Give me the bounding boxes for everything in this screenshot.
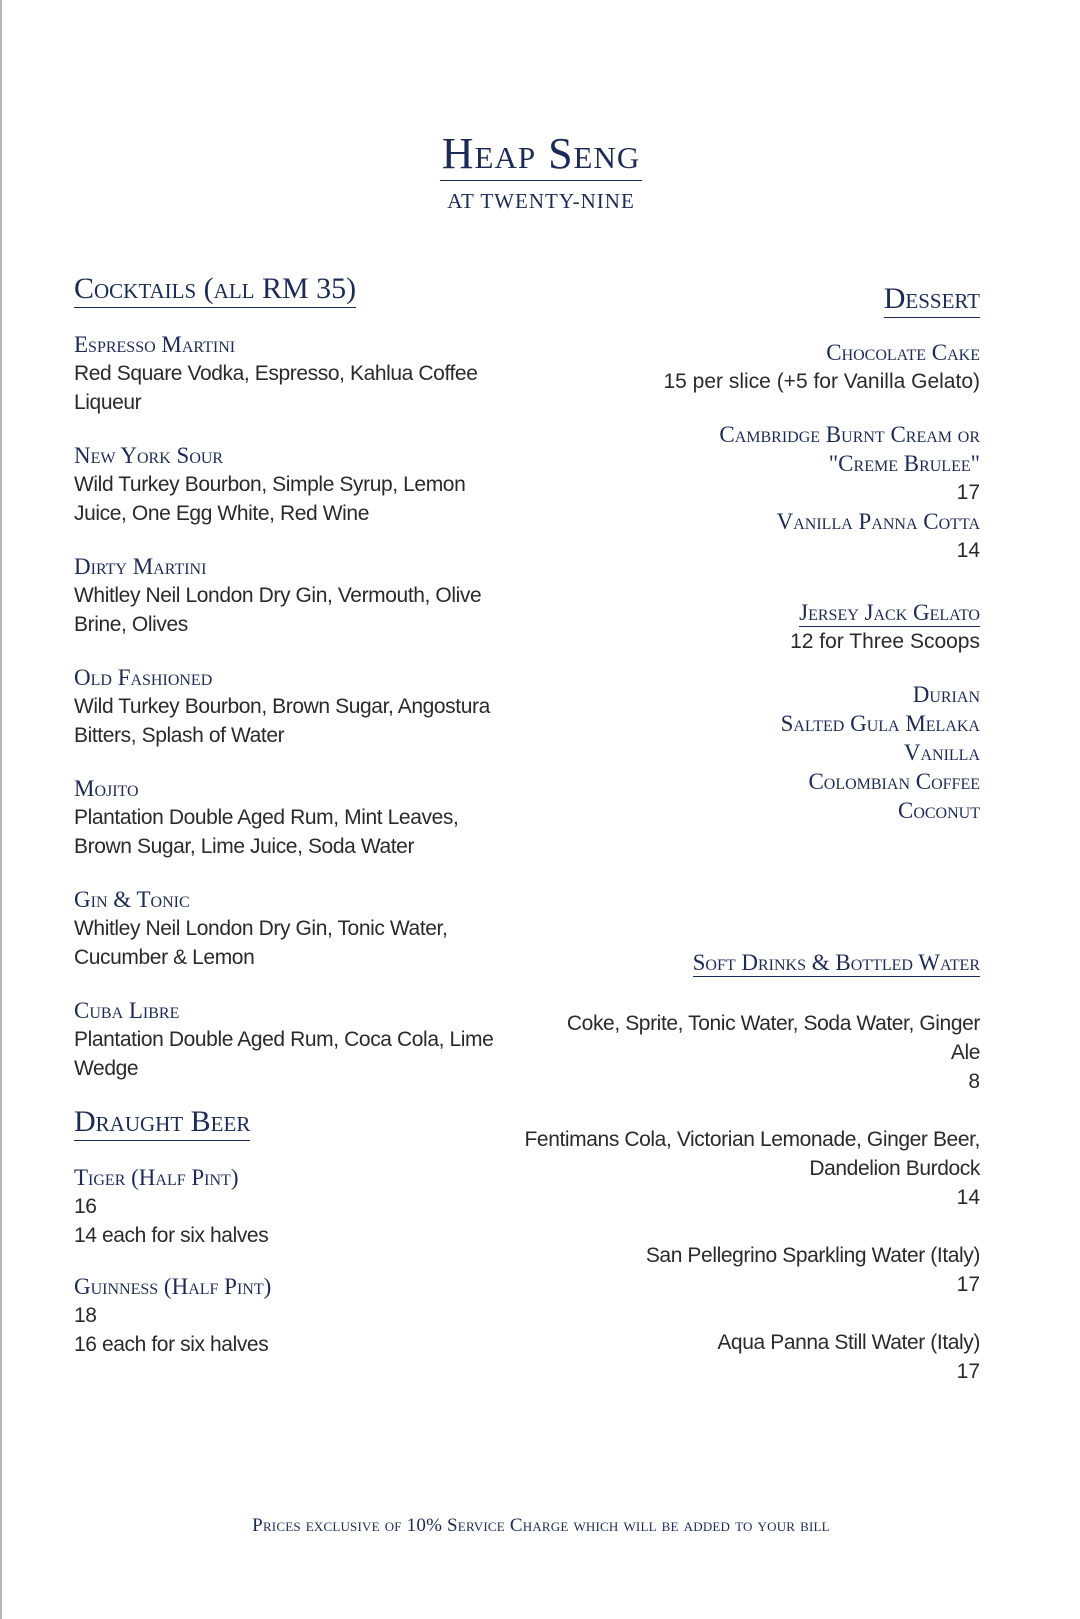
dessert-price: 17 — [956, 481, 980, 504]
soft-drink-item — [520, 1328, 980, 1386]
soft-drink-line: Aqua Panna Still Water (Italy) — [717, 1331, 980, 1354]
cocktail-item — [74, 885, 514, 972]
gelato-flavor: Salted Gula Melaka — [780, 711, 980, 736]
cocktail-name: Old Fashioned — [74, 665, 213, 690]
cocktails-heading: Cocktails (all RM 35) — [74, 272, 356, 308]
cocktails-list — [74, 330, 514, 1083]
dessert-price: 14 — [956, 539, 980, 562]
beer-note: 14 each for six halves — [74, 1224, 269, 1247]
gelato-heading: Jersey Jack Gelato — [799, 600, 980, 625]
cocktail-name: Gin & Tonic — [74, 887, 190, 912]
beer-heading: Draught Beer — [74, 1105, 250, 1141]
cocktail-name: Espresso Martini — [74, 332, 236, 357]
cocktail-name: Cuba Libre — [74, 998, 180, 1023]
service-charge-note: Prices exclusive of 10% Service Charge which will be added to your bill — [252, 1515, 830, 1536]
gelato-flavor: Coconut — [897, 798, 980, 823]
gelato-section — [520, 599, 980, 825]
soft-drink-line: Ale — [950, 1041, 980, 1064]
cocktail-description: Plantation Double Aged Rum, Coca Cola, Lime Wedge — [74, 1028, 494, 1080]
soft-drinks-heading: Soft Drinks & Bottled Water — [692, 950, 980, 975]
cocktail-name: New York Sour — [74, 443, 224, 468]
cocktail-item — [74, 552, 514, 639]
soft-drinks-section — [520, 949, 980, 1386]
beer-item — [74, 1272, 514, 1359]
dessert-name: Vanilla Panna Cotta — [776, 509, 980, 534]
restaurant-subtitle: AT TWENTY-NINE — [447, 189, 635, 213]
cocktail-description: Whitley Neil London Dry Gin, Tonic Water, Cucumber & Lemon — [74, 917, 448, 969]
soft-drink-item — [520, 1125, 980, 1212]
soft-drink-line: San Pellegrino Sparkling Water (Italy) — [645, 1244, 980, 1267]
soft-drink-item — [520, 1241, 980, 1299]
dessert-heading: Dessert — [884, 282, 980, 318]
dessert-price: 15 per slice (+5 for Vanilla Gelato) — [663, 370, 980, 393]
cocktail-item — [74, 441, 514, 528]
cocktail-item — [74, 774, 514, 861]
beer-name: Guinness (Half Pint) — [74, 1274, 272, 1299]
beer-section — [74, 1105, 514, 1359]
beer-price: 16 — [74, 1195, 97, 1218]
beer-note: 16 each for six halves — [74, 1333, 269, 1356]
soft-drink-item — [520, 1009, 980, 1096]
beer-name: Tiger (Half Pint) — [74, 1165, 239, 1190]
dessert-item — [520, 338, 980, 396]
cocktail-name: Dirty Martini — [74, 554, 207, 579]
cocktail-item — [74, 663, 514, 750]
beer-item — [74, 1163, 514, 1250]
soft-drink-price: 17 — [956, 1273, 980, 1296]
gelato-flavor-list — [520, 680, 980, 825]
dessert-name-line: Cambridge Burnt Cream or — [719, 422, 980, 447]
left-column — [74, 272, 514, 1359]
soft-drink-price: 17 — [956, 1360, 980, 1383]
soft-drink-price: 14 — [956, 1186, 980, 1209]
cocktail-description: Plantation Double Aged Rum, Mint Leaves, Brown Sugar, Lime Juice, Soda Water — [74, 806, 459, 858]
dessert-list — [520, 338, 980, 565]
dessert-name: Chocolate Cake — [826, 340, 980, 365]
soft-drink-line: Dandelion Burdock — [809, 1157, 980, 1180]
cocktail-item — [74, 996, 514, 1083]
cocktail-description: Wild Turkey Bourbon, Simple Syrup, Lemon Juice, One Egg White, Red Wine — [74, 473, 466, 525]
cocktail-description: Whitley Neil London Dry Gin, Vermouth, Olive Brine, Olives — [74, 584, 482, 636]
cocktail-name: Mojito — [74, 776, 139, 801]
right-column — [520, 282, 980, 1386]
soft-drink-line: Fentimans Cola, Victorian Lemonade, Ginger Beer, — [524, 1128, 980, 1151]
dessert-name-line: "Creme Brulee" — [828, 451, 980, 476]
menu-header — [2, 130, 1080, 214]
restaurant-name: Heap Seng — [440, 130, 643, 181]
dessert-item — [520, 420, 980, 565]
gelato-flavor: Durian — [912, 682, 980, 707]
gelato-price: 12 for Three Scoops — [790, 630, 980, 653]
gelato-flavor: Colombian Coffee — [808, 769, 980, 794]
gelato-flavor: Vanilla — [903, 740, 980, 765]
soft-drink-line: Coke, Sprite, Tonic Water, Soda Water, Ginger — [566, 1012, 980, 1035]
beer-price: 18 — [74, 1304, 97, 1327]
soft-drink-price: 8 — [968, 1070, 980, 1093]
cocktail-description: Red Square Vodka, Espresso, Kahlua Coffee Liqueur — [74, 362, 478, 414]
cocktail-item — [74, 330, 514, 417]
cocktail-description: Wild Turkey Bourbon, Brown Sugar, Angostura Bitters, Splash of Water — [74, 695, 490, 747]
soft-drinks-list — [520, 1009, 980, 1386]
beer-list — [74, 1163, 514, 1359]
